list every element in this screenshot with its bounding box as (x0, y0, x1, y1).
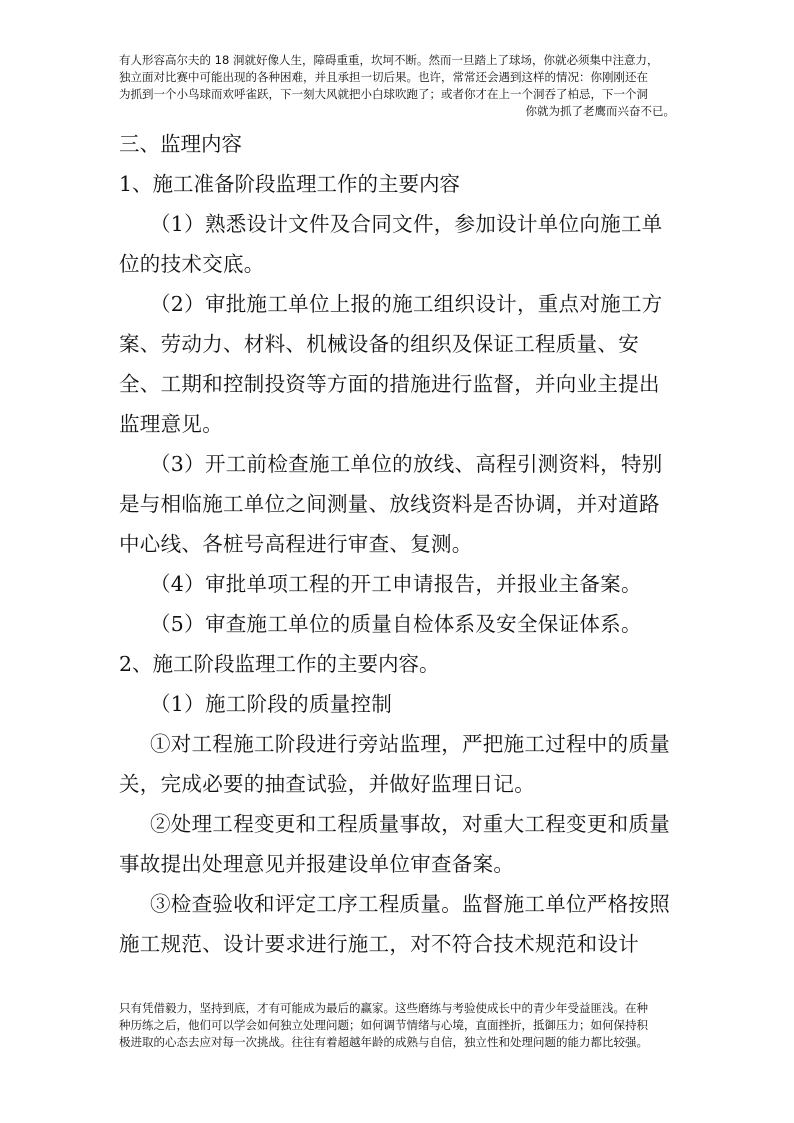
footer-note-line: 极进取的心态去应对每一次挑战。往往有着超越年龄的成熟与自信，独立性和处理问题的能力都比较强。 (119, 1035, 648, 1049)
footer-note-line: 种历练之后，他们可以学会如何独立处理问题；如何调节情绪与心境，直面挫折，抵御压力；如何保持积 (119, 1018, 648, 1032)
preparation-item-4: （4）审批单项工程的开工申请报告，并报业主备案。 (150, 572, 642, 596)
quality-item-2: ②处理工程变更和工程质量事故，对重大工程变更和质量事故提出处理意见并报建设单位审查备案。 (119, 812, 670, 876)
quality-control-title: （1）施工阶段的质量控制 (150, 692, 393, 716)
preparation-item-5: （5）审查施工单位的质量自检体系及安全保证体系。 (150, 612, 642, 636)
header-note (119, 52, 675, 120)
preparation-item-1: （1）熟悉设计文件及合同文件，参加设计单位向施工单位的技术交底。 (119, 212, 663, 276)
header-note-line: 你就为抓了老鹰而兴奋不已。 (525, 104, 675, 118)
quality-item-1: ①对工程施工阶段进行旁站监理，严把施工过程中的质量关，完成必要的抽查试验，并做好监理日记。 (119, 732, 670, 796)
subsection-title-preparation: 1、施工准备阶段监理工作的主要内容 (119, 172, 461, 196)
footer-note (119, 1000, 675, 1051)
header-note-line: 为抓到一个小鸟球而欢呼雀跃，下一刻大风就把小白球吹跑了；或者你才在上一个洞吞了柏忌，下一个洞 (119, 87, 648, 101)
preparation-item-2: （2）审批施工单位上报的施工组织设计，重点对施工方案、劳动力、材料、机械设备的组织及保证工程质量、安全、工期和控制投资等方面的措施进行监督，并向业主提出监理意见。 (119, 292, 663, 436)
preparation-item-3: （3）开工前检查施工单位的放线、高程引测资料，特别是与相临施工单位之间测量、放线资料是否协调，并对道路中心线、各桩号高程进行审查、复测。 (119, 452, 663, 556)
header-note-line: 有人形容高尔夫的 18 洞就好像人生，障碍重重，坎坷不断。然而一旦踏上了球场，你就必须集中注意力， (119, 53, 659, 67)
header-note-line: 独立面对比赛中可能出现的各种困难，并且承担一切后果。也许，常常还会遇到这样的情况：你刚刚还在 (119, 70, 648, 84)
section-title: 三、监理内容 (119, 132, 242, 156)
quality-item-3: ③检查验收和评定工序工程质量。监督施工单位严格按照施工规范、设计要求进行施工，对不符合技术规范和设计 (119, 892, 670, 956)
footer-note-line: 只有凭借毅力，坚持到底，才有可能成为最后的赢家。这些磨练与考验使成长中的青少年受益匪浅。在种 (119, 1001, 648, 1015)
document-body (119, 124, 675, 964)
subsection-title-construction: 2、施工阶段监理工作的主要内容。 (119, 652, 440, 676)
